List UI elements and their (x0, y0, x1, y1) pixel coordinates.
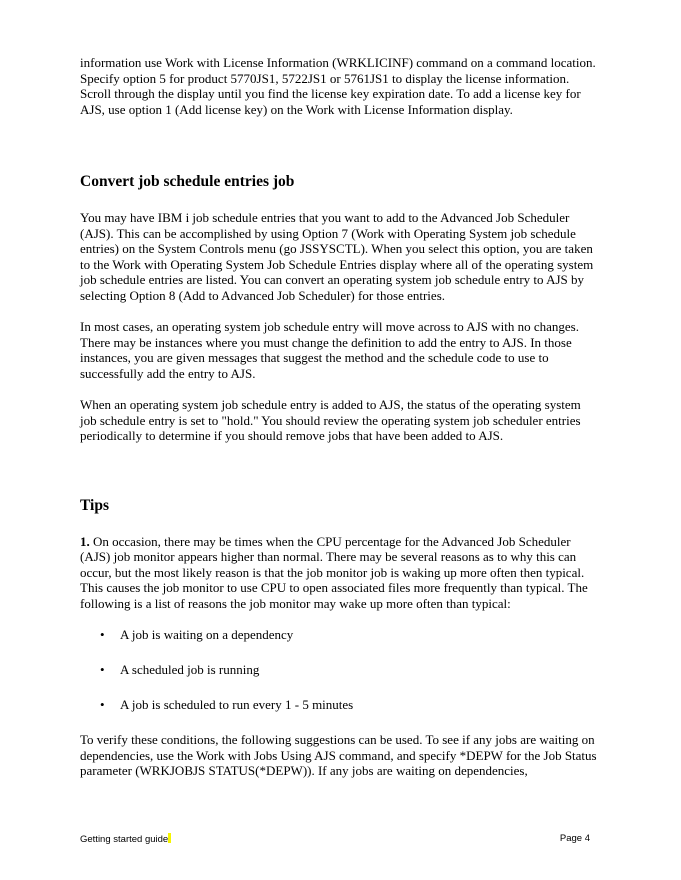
list-item-text: A job is scheduled to run every 1 - 5 minutes (120, 697, 354, 712)
list-item-text: A job is waiting on a dependency (120, 627, 294, 642)
verify-paragraph: To verify these conditions, the following suggestions can be used. To see if any jobs are waiting on dependencies, use the Work with Jobs Using AJS command, and specify *DEPW for the Job Status parameter (WRKJOBJS STATUS(*DEPW)). If any jobs are waiting on dependencies, (80, 732, 597, 778)
list-item (80, 697, 600, 713)
highlight-mark (168, 833, 171, 843)
footer-title (80, 833, 171, 845)
document-body (80, 55, 600, 779)
list-item (80, 627, 600, 643)
convert-paragraph-3: When an operating system job schedule entry is added to AJS, the status of the operating system job schedule entry is set to "hold." You should review the operating system job scheduler entries periodically to determine if you should remove jobs that have been added to AJS. (80, 397, 581, 443)
convert-paragraph-1: You may have IBM i job schedule entries that you want to add to the Advanced Job Scheduler (AJS). This can be accomplished by using Option 7 (Work with Operating System job schedule entries) on the System Controls menu (go JSSYSCTL). When you select this option, you are taken to the Work with Operating System Job Schedule Entries display where all of the operating system job schedule entries are listed. You can convert an operating system job schedule entry to AJS by selecting Option 8 (Add to Advanced Job Scheduler) for those entries. (80, 210, 594, 303)
list-item (80, 662, 600, 678)
convert-paragraph-2: In most cases, an operating system job schedule entry will move across to AJS with no changes. There may be instances where you must change the definition to add the entry to AJS. In those instances, you are given messages that suggest the method and the schedule code to use to successfully add the entry to AJS. (80, 319, 579, 381)
tip-1-number: 1. (80, 533, 90, 549)
bullet-icon: • (100, 627, 105, 642)
bullet-icon: • (100, 697, 105, 712)
bullet-icon: • (100, 662, 105, 677)
footer-title-text: Getting started guide (80, 834, 169, 845)
convert-heading: Convert job schedule entries job (80, 173, 295, 190)
reasons-list (80, 627, 600, 713)
tip-1-text: On occasion, there may be times when the CPU percentage for the Advanced Job Scheduler (AJS) job monitor appears higher than normal. There may be several reasons as to why this can occur, but the most likely reason is that the job monitor job is waking up more often then typical. This causes the job monitor to use CPU to open associated files more frequently than typical. The following is a list of reasons the job monitor may wake up more often than typical: (80, 533, 588, 611)
intro-paragraph: information use Work with License Information (WRKLICINF) command on a command location. Specify option 5 for product 5770JS1, 5722JS1 or 5761JS1 to display the license information. Scroll through the display until you find the license key expiration date. To add a license key for AJS, use option 1 (Add license key) on the Work with License Information display. (80, 55, 596, 117)
list-item-text: A scheduled job is running (120, 662, 260, 677)
tip-1-paragraph (80, 534, 600, 612)
tips-heading: Tips (80, 496, 110, 514)
page-number: Page 4 (559, 833, 590, 844)
